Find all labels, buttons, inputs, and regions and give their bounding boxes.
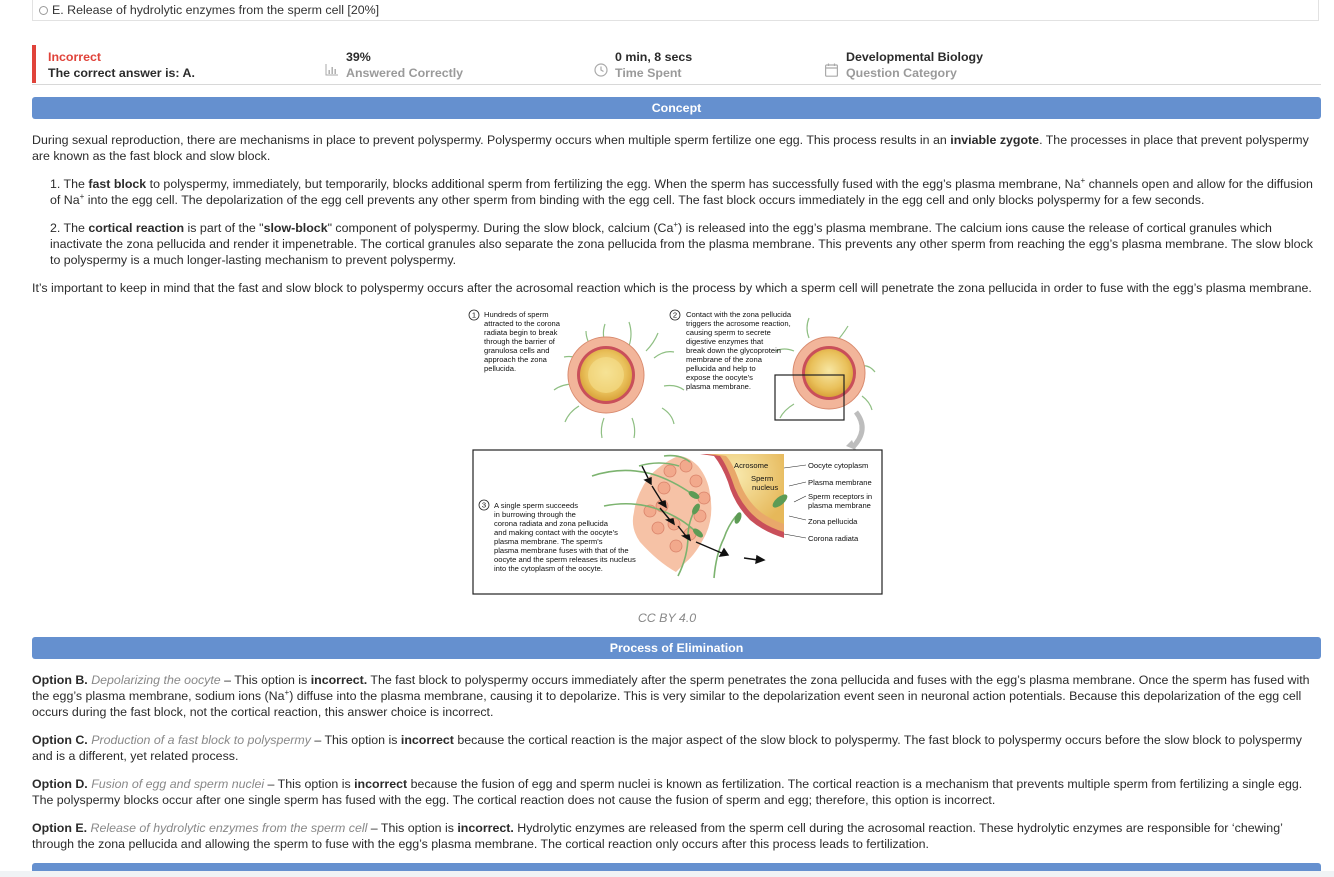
time-label: Time Spent <box>615 66 682 80</box>
svg-text:plasma membrane. The sperm's: plasma membrane. The sperm's <box>494 537 603 546</box>
correct-answer-text: The correct answer is: A. <box>48 66 195 80</box>
svg-text:expose the oocyte's: expose the oocyte's <box>686 373 753 382</box>
svg-text:pellucida and help to: pellucida and help to <box>686 364 756 373</box>
next-section-header <box>32 863 1321 871</box>
svg-text:and making contact with the oo: and making contact with the oocyte's <box>494 528 618 537</box>
svg-text:break down the glycoprotein: break down the glycoprotein <box>686 346 781 355</box>
sperm-label: Sperm <box>751 474 774 483</box>
zona-pellucida-label: Zona pellucida <box>808 517 858 526</box>
svg-text:membrane of the zona: membrane of the zona <box>686 355 762 364</box>
result-status: Incorrect <box>48 50 102 64</box>
svg-text:causing sperm to secrete: causing sperm to secrete <box>686 328 771 337</box>
svg-text:corona radiata and zona pelluc: corona radiata and zona pellucida <box>494 519 608 528</box>
option-d-explanation: Option D. Fusion of egg and sperm nuclei – This option is incorrect because the fusion of egg and sperm nuclei is known as fertilization. The cortical reaction is a mechanism that prevents multiple sperm from fertilizing a single egg. The polyspermy blocks occur after one single sperm has fused with the egg. The cortical reaction does not cause the fusion of sperm and egg; therefore, this option is incorrect. <box>32 777 1303 807</box>
option-b-explanation: Option B. Depolarizing the oocyte – This option is incorrect. The fast block to polyspermy occurs immediately after the sperm penetrates the zona pellucida and fuses with the egg’s plasma membrane. Once the sperm has fused with the egg’s plasma membrane, sodium ions (Na+) diffuse into the plasma membrane, causing it to depolarize. This is very similar to the depolarization event seen in neuronal action potentials. Because this depolarization of the egg cell occurs during the fast block, not the cortical reaction, this answer choice is incorrect. <box>32 673 1310 719</box>
step3-number: 3 <box>481 500 487 510</box>
step2-text <box>686 310 792 391</box>
clock-icon <box>594 63 608 81</box>
receptors-label-line2: plasma membrane <box>808 501 871 510</box>
svg-text:attracted to the corona: attracted to the corona <box>484 319 560 328</box>
svg-text:approach the zona: approach the zona <box>484 355 547 364</box>
result-indicator-bar <box>32 45 36 83</box>
fertilization-figure <box>464 306 884 598</box>
svg-text:Hundreds of sperm: Hundreds of sperm <box>484 310 549 319</box>
svg-text:pellucida.: pellucida. <box>484 364 517 373</box>
percent-label: Answered Correctly <box>346 66 464 80</box>
step1-number: 1 <box>471 310 477 320</box>
step1-text <box>484 310 561 373</box>
bar-chart-icon <box>325 64 339 80</box>
svg-text:plasma membrane fuses with tha: plasma membrane fuses with that of the <box>494 546 629 555</box>
category-label: Question Category <box>846 66 957 80</box>
fast-block-paragraph: 1. The fast block to polyspermy, immediately, but temporarily, blocks additional sperm from fertilizing the egg. When the sperm has successfully fused with the egg’s plasma membrane, Na+ channels open and allow for the diffusion of Na+ into the egg cell. The depolarization of the egg cell prevents any other sperm from binding with the egg cell. The fast block occurs immediately in the egg cell and only blocks polyspermy for a few seconds. <box>50 175 1313 207</box>
corona-radiata-label: Corona radiata <box>808 534 859 543</box>
plasma-membrane-label: Plasma membrane <box>808 478 872 487</box>
svg-text:radiata begin to break: radiata begin to break <box>484 328 558 337</box>
concept-outro: It’s important to keep in mind that the fast and slow block to polyspermy occurs after the acrosomal reaction which is the process by which a sperm cell will penetrate the zona pellucida in order to fuse with the egg’s plasma membrane. <box>32 281 1312 295</box>
step2-number: 2 <box>672 310 678 320</box>
svg-text:granulosa cells and: granulosa cells and <box>484 346 550 355</box>
percent-value: 39% <box>346 50 371 64</box>
svg-text:A single sperm succeeds: A single sperm succeeds <box>494 501 578 510</box>
egg-diagram-2 <box>775 318 875 450</box>
elimination-header: Process of Elimination <box>32 637 1321 659</box>
category-stat <box>846 49 983 81</box>
option-c-explanation: Option C. Production of a fast block to polyspermy – This option is incorrect because the cortical reaction is the major aspect of the slow block to polyspermy. The fast block to polyspermy occurs before the slow block to polyspermy and is a different, yet related process. <box>32 733 1302 763</box>
result-stats <box>32 44 1321 85</box>
nucleus-label: nucleus <box>752 483 779 492</box>
calendar-icon <box>825 63 838 81</box>
radio-icon[interactable] <box>39 6 48 15</box>
figure-caption: CC BY 4.0 <box>637 611 697 625</box>
cytoplasm-label: Oocyte cytoplasm <box>808 461 869 470</box>
option-e-explanation: Option E. Release of hydrolytic enzymes from the sperm cell – This option is incorrect. Hydrolytic enzymes are released from the sperm cell during the acrosomal reaction. These hydrolytic enzymes are responsible for ‘chewing’ through the zona pellucida and allowing the sperm to fuse with the egg’s plasma membrane. The cortical reaction only occurs after this process leads to fertilization. <box>32 821 1283 851</box>
answer-option-label: E. Release of hydrolytic enzymes from the sperm cell [20%] <box>52 3 380 17</box>
page-footer-background <box>0 871 1334 877</box>
svg-text:digestive enzymes that: digestive enzymes that <box>686 337 764 346</box>
category-value: Developmental Biology <box>846 50 984 64</box>
time-stat <box>615 49 692 81</box>
time-value: 0 min, 8 secs <box>615 50 693 64</box>
acrosome-label: Acrosome <box>734 461 769 470</box>
cortical-reaction-paragraph: 2. The cortical reaction is part of the "slow-block" component of polyspermy. During the slow block, calcium (Ca+) is released into the egg’s plasma membrane. The calcium ions cause the release of cortical granules which inactivate the zona pellucida and render it impenetrable. The cortical granules also separate the zona pellucida from the plasma membrane. This prevents any other sperm from reaching the egg’s plasma membrane. The slow block to polyspermy is a much longer-lasting mechanism to prevent polyspermy. <box>50 219 1313 267</box>
receptors-label-line1: Sperm receptors in <box>808 492 873 501</box>
concept-header: Concept <box>32 97 1321 119</box>
svg-text:plasma membrane.: plasma membrane. <box>686 382 751 391</box>
percent-stat <box>346 49 463 81</box>
svg-text:triggers the acrosome reaction: triggers the acrosome reaction, <box>686 319 791 328</box>
svg-text:in burrowing through the: in burrowing through the <box>494 510 576 519</box>
concept-intro: During sexual reproduction, there are mechanisms in place to prevent polyspermy. Polyspermy occurs when multiple sperm fertilize one egg. This process results in an inviable zygote. The processes in place that prevent polyspermy are known as the fast block and slow block. <box>32 133 1309 163</box>
svg-text:oocyte and the sperm releases: oocyte and the sperm releases its nucleus <box>494 555 636 564</box>
result-stat <box>48 49 195 81</box>
svg-text:into the cytoplasm of the oocy: into the cytoplasm of the oocyte. <box>494 564 603 573</box>
answer-option-e[interactable] <box>32 0 1319 21</box>
egg-diagram-1 <box>554 322 684 438</box>
svg-text:Contact with the zona pellucid: Contact with the zona pellucida <box>686 310 792 319</box>
svg-text:through the barrier of: through the barrier of <box>484 337 555 346</box>
